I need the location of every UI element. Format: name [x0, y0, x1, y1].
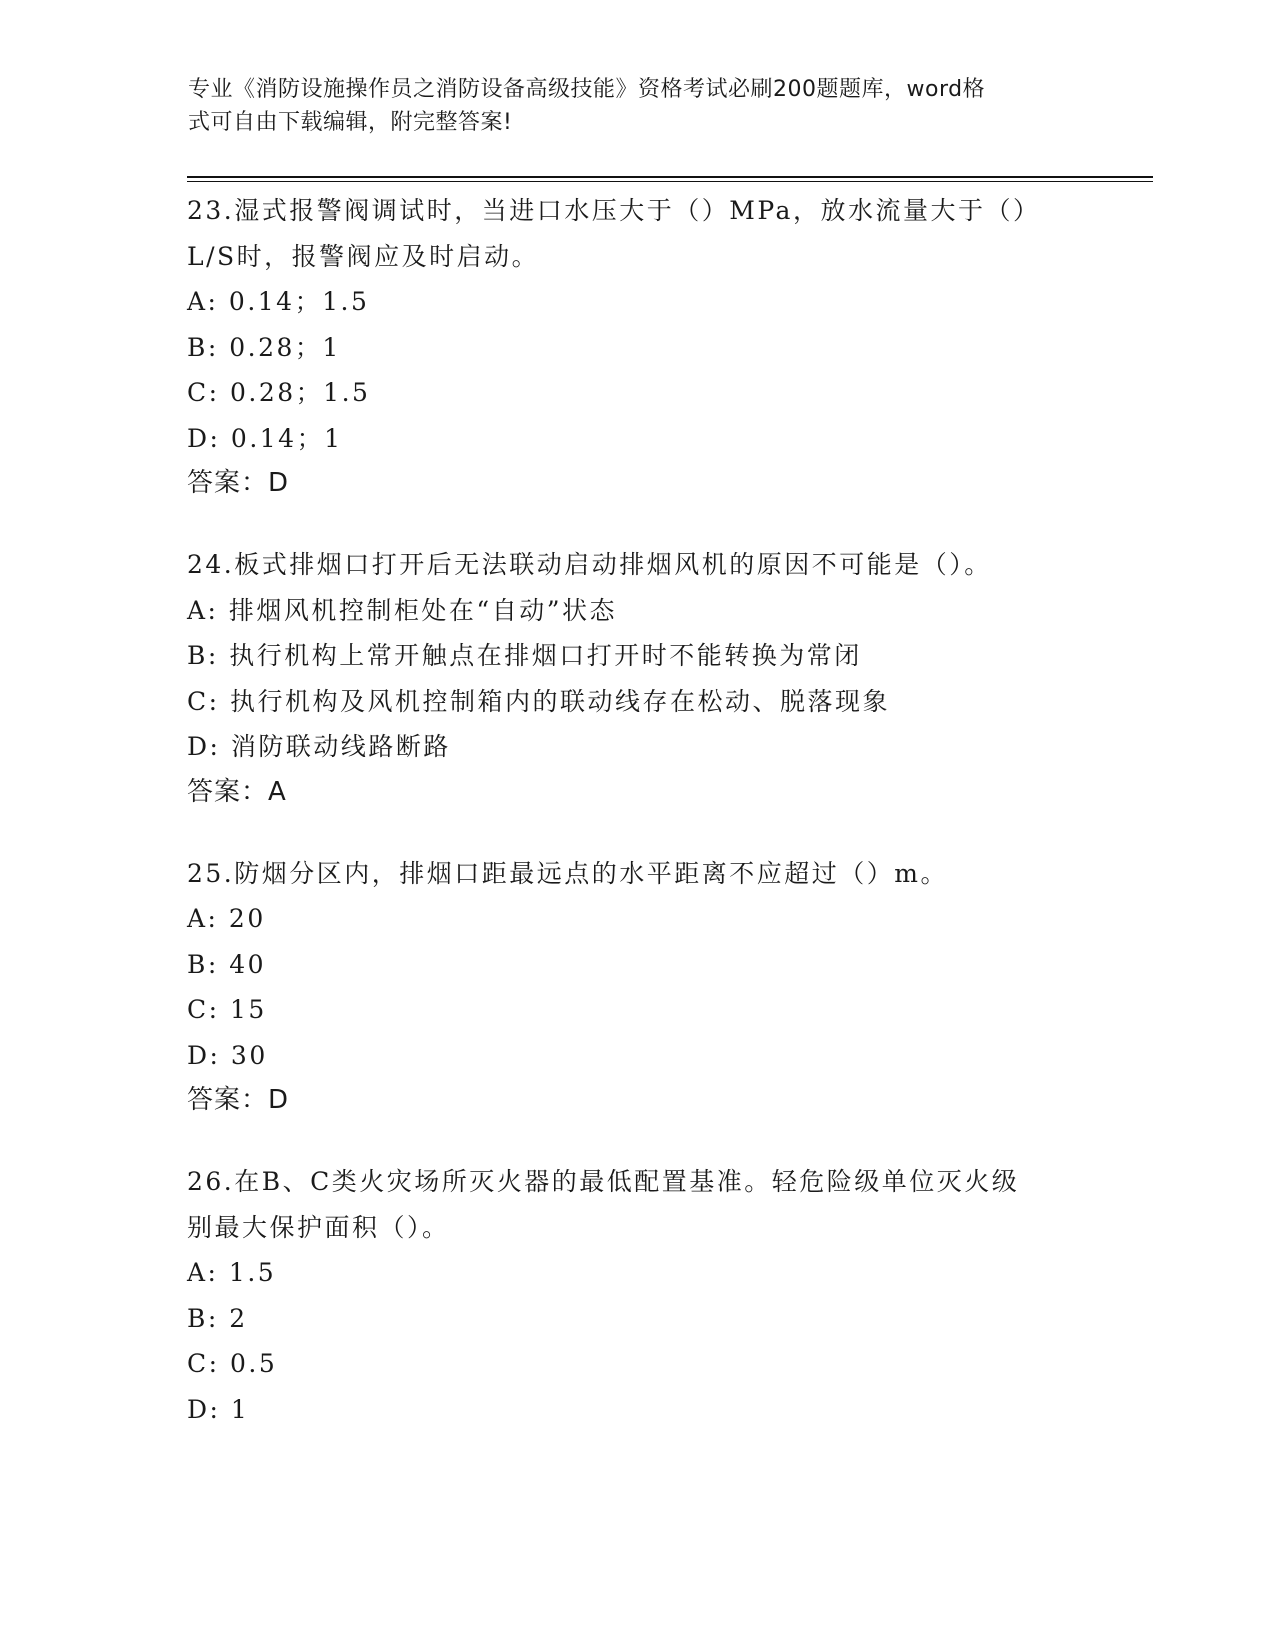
- option-a: A: 0.14；1.5: [187, 287, 370, 316]
- header-divider-thin: [187, 181, 1153, 182]
- question-stem-line: 23.湿式报警阀调试时，当进口水压大于（）MPa，放水流量大于（）: [187, 196, 1041, 225]
- question-list: [187, 188, 1087, 1468]
- answer-line: 答案：A: [187, 776, 287, 807]
- question-stem-line: 25.防烟分区内，排烟口距最远点的水平距离不应超过（）m。: [187, 858, 948, 888]
- option-d: D: 0.14；1: [187, 423, 343, 453]
- question-23: [187, 188, 1087, 506]
- question-stem-line: 别最大保护面积（）。: [187, 1212, 450, 1242]
- option-a: A: 20: [187, 904, 266, 933]
- header-divider-thick: [187, 176, 1153, 178]
- option-a: A: 排烟风机控制柜处在“自动”状态: [187, 595, 617, 625]
- question-stem-line: L/S时，报警阀应及时启动。: [187, 241, 540, 271]
- question-stem-line: 24.板式排烟口打开后无法联动启动排烟风机的原因不可能是（）。: [187, 550, 992, 579]
- option-d: D: 30: [187, 1040, 268, 1070]
- document-header: [188, 73, 1068, 139]
- answer-line: 答案：D: [187, 1085, 290, 1115]
- option-a: A: 1.5: [187, 1258, 277, 1287]
- option-b: B: 执行机构上常开触点在排烟口打开时不能转换为常闭: [187, 641, 862, 670]
- question-stem-line: 26.在B、C类火灾场所灭火器的最低配置基准。轻危险级单位灭火级: [187, 1167, 1020, 1196]
- option-c: C: 15: [187, 995, 267, 1024]
- option-b: B: 0.28；1: [187, 332, 341, 362]
- header-line-2: 式可自由下载编辑，附完整答案!: [188, 110, 513, 135]
- header-line-1: 专业《消防设施操作员之消防设备高级技能》资格考试必刷200题题库，word格: [188, 77, 986, 102]
- option-c: C: 0.5: [187, 1349, 278, 1378]
- question-26: [187, 1159, 1087, 1432]
- answer-line: 答案：D: [187, 468, 290, 498]
- question-24: [187, 542, 1087, 815]
- option-b: B: 40: [187, 949, 267, 979]
- option-c: C: 执行机构及风机控制箱内的联动线存在松动、脱落现象: [187, 686, 891, 716]
- question-25: [187, 851, 1087, 1124]
- option-b: B: 2: [187, 1303, 248, 1333]
- option-c: C: 0.28；1.5: [187, 378, 371, 407]
- option-d: D: 1: [187, 1394, 250, 1424]
- option-d: D: 消防联动线路断路: [187, 732, 451, 761]
